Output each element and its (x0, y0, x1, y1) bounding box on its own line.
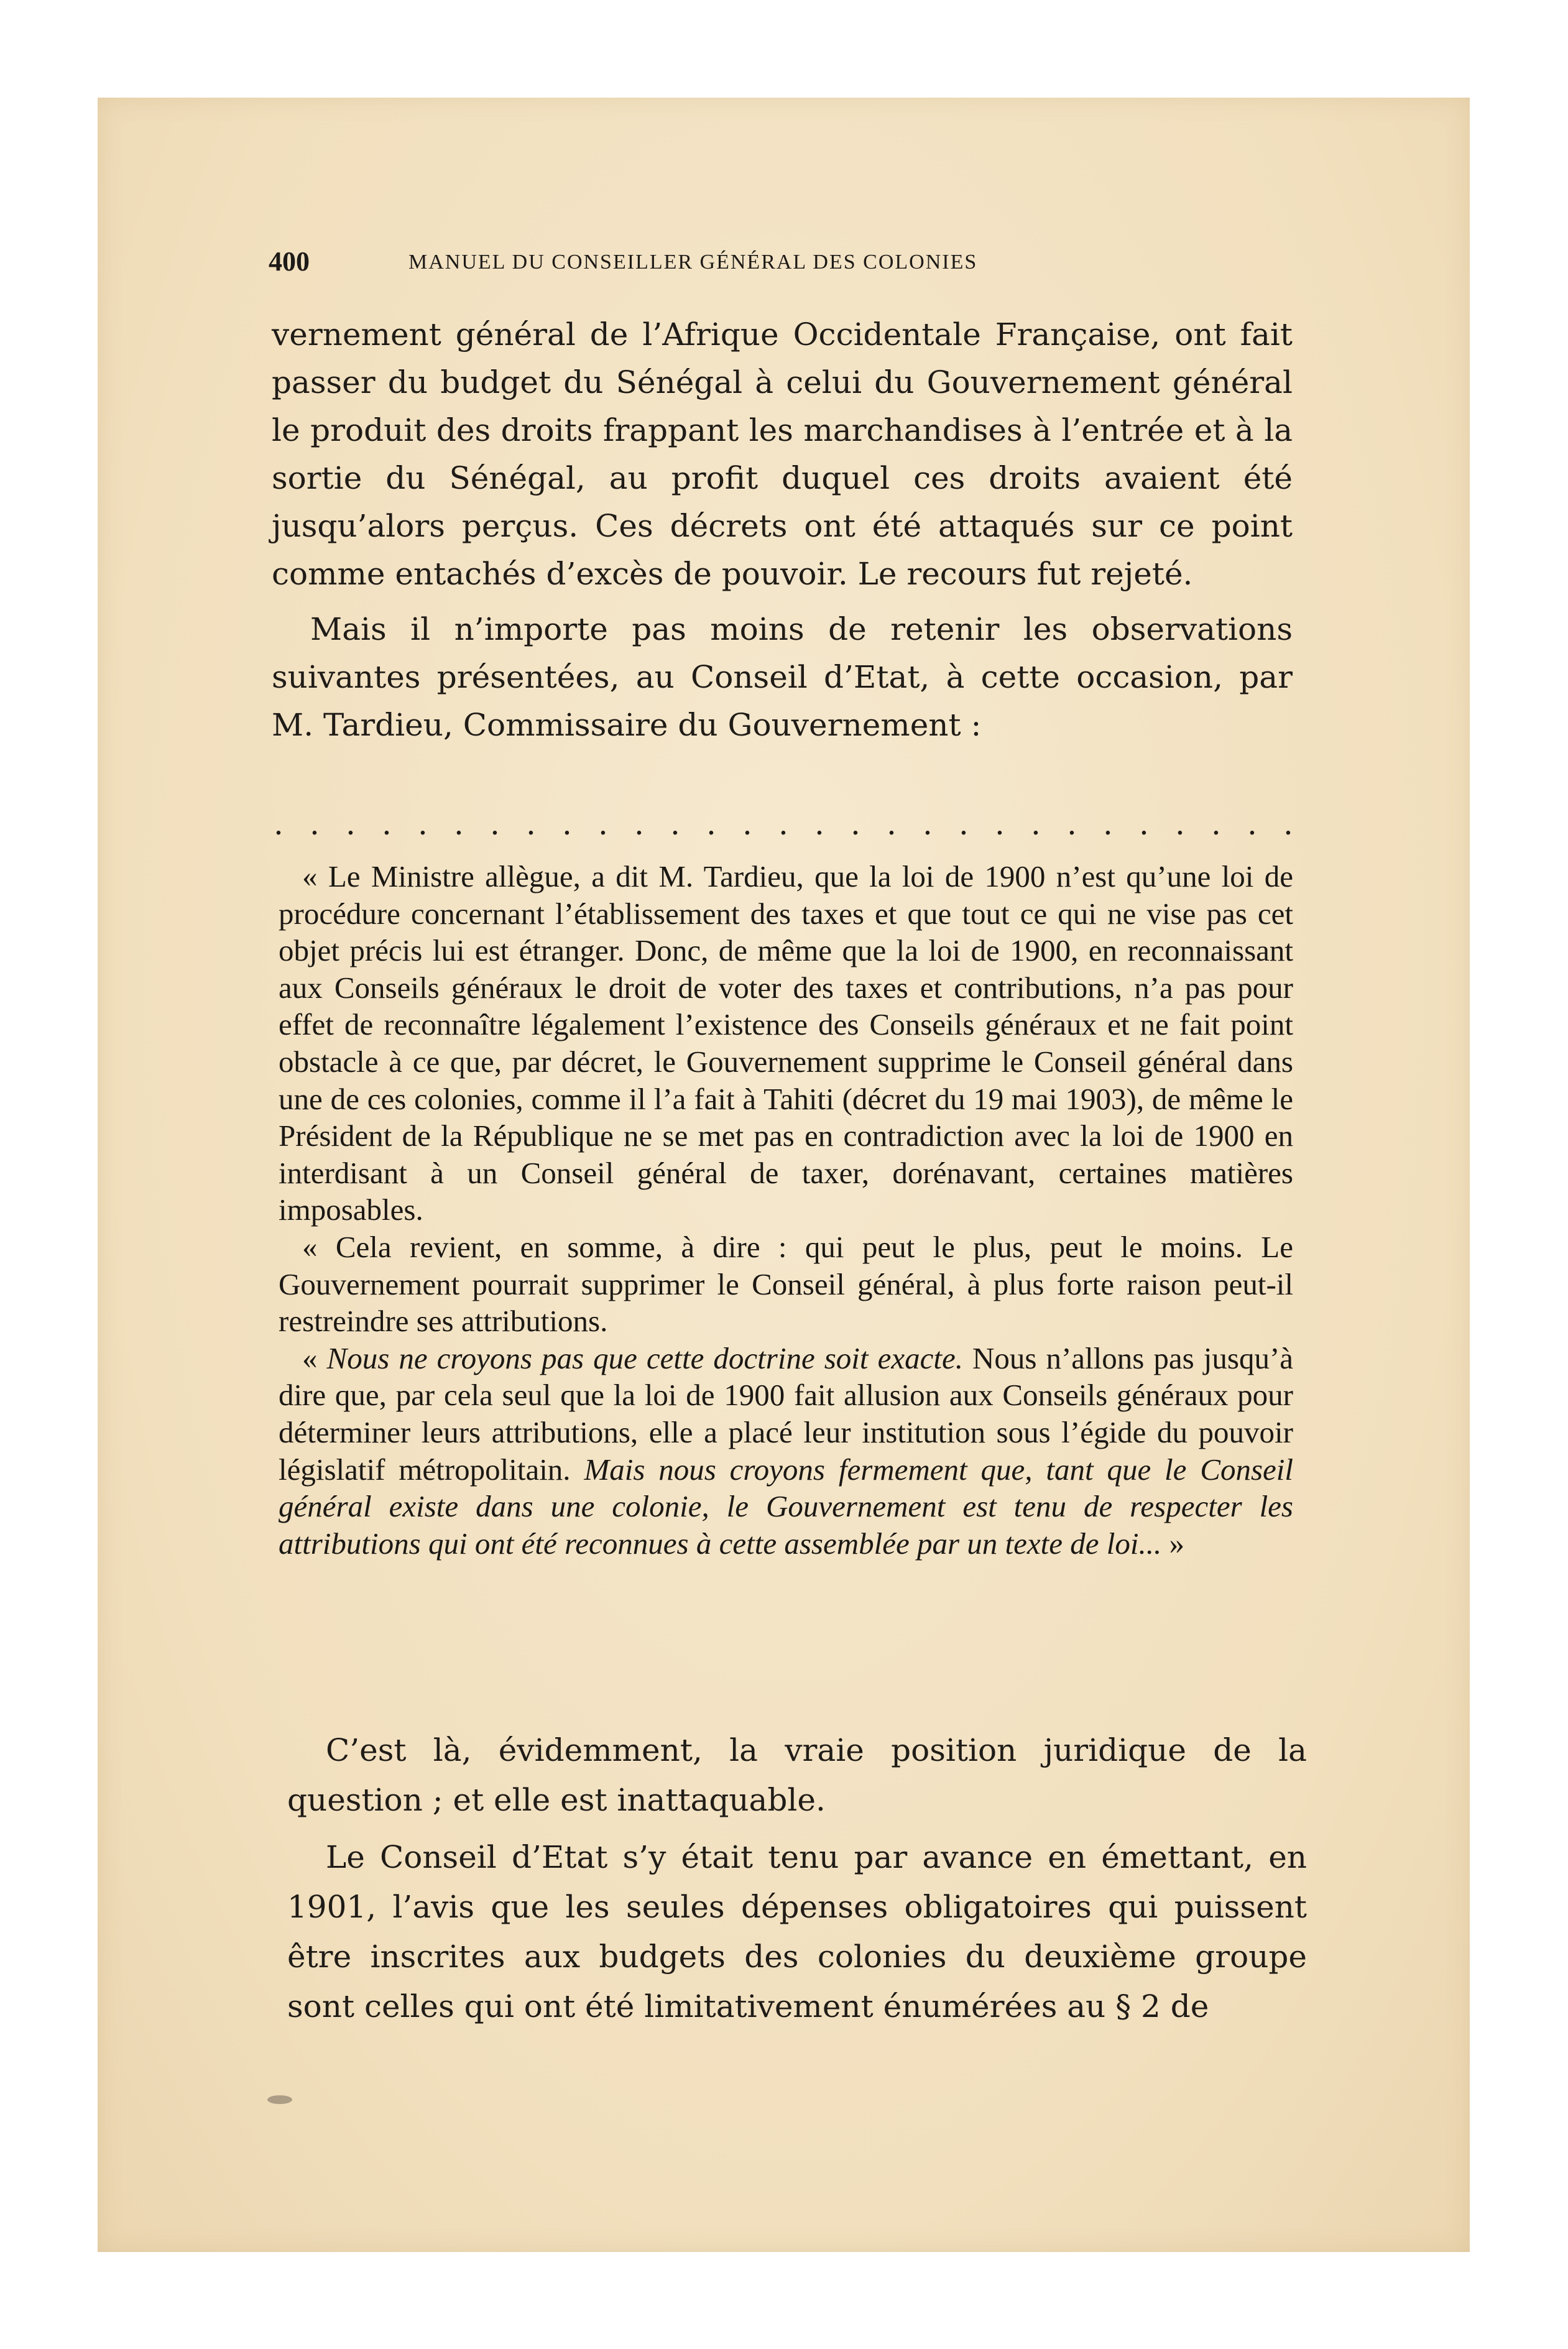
ellipsis-dot: . (1211, 806, 1221, 842)
ellipsis-dot: . (887, 806, 897, 842)
ellipsis-dot: . (274, 806, 284, 842)
ellipsis-dot: . (562, 806, 572, 842)
ellipsis-dot: . (382, 806, 392, 842)
quote-close-mark: » (1161, 1526, 1184, 1561)
ellipsis-dot: . (742, 806, 752, 842)
ellipsis-dot: . (995, 806, 1005, 842)
ellipsis-dot: . (851, 806, 860, 842)
ellipsis-dot: . (598, 806, 608, 842)
page-number: 400 (269, 246, 310, 277)
ellipsis-dot: . (778, 806, 788, 842)
ellipsis-dot: . (634, 806, 644, 842)
ellipsis-dot: . (310, 806, 320, 842)
ellipsis-dot: . (1103, 806, 1113, 842)
ellipsis-dot: . (1247, 806, 1257, 842)
ellipsis-dot: . (454, 806, 464, 842)
paragraph-intro-quote: Mais il n’importe pas moins de retenir les observations suivantes présentées, au Conseil d’Etat, à cette occasion, par M. Tardieu, Commissaire du Gouvernement : (272, 611, 1293, 743)
block-quote (279, 858, 1293, 1562)
paragraph-gap (287, 1825, 1307, 1832)
ellipsis-dot: . (1031, 806, 1041, 842)
page-header (269, 246, 1319, 283)
ellipsis-dot: . (1175, 806, 1185, 842)
quote-open-mark: « (302, 1341, 327, 1375)
ellipsis-dot: . (670, 806, 680, 842)
ellipsis-dot: . (959, 806, 969, 842)
ellipsis-dot: . (1067, 806, 1077, 842)
quote-italic-claim: Nous ne croyons pas que cette doctrine soit exacte. (326, 1341, 963, 1375)
main-text (272, 311, 1293, 749)
quote-paragraph-3 (279, 1340, 1293, 1562)
ellipsis-dot: . (526, 806, 536, 842)
ellipsis-dot: . (346, 806, 356, 842)
paragraph-conseil-etat: Le Conseil d’Etat s’y était tenu par avance en émettant, en 1901, l’avis que les seules dépenses obligatoires qui puissent être inscrites aux budgets des colonies du deuxième groupe sont celles qui ont été limitativement énumérées au § 2 de (287, 1839, 1307, 2024)
quote-paragraph-1: « Le Ministre allègue, a dit M. Tardieu, que la loi de 1900 n’est qu’une loi de procédure concernant l’établissement des taxes et que tout ce qui ne vise pas cet objet précis lui est étranger. Donc, de même que la loi de 1900, en reconnaissant aux Conseils généraux le droit de voter des taxes et contributions, n’a pas pour effet de reconnaître légalement l’existence des Conseils généraux et ne fait point obstacle à ce que, par décret, le Gouvernement supprime le Conseil général dans une de ces colonies, comme il l’a fait à Tahiti (décret du 19 mai 1903), de même le Président de la République ne se met pas en contradiction avec la loi de 1900 en interdisant à un Conseil général de taxer, dorénavant, certaines matières imposables. (279, 859, 1293, 1227)
quote-italic-conclusion: Mais nous croyons fermement que, tant que le Conseil général existe dans une colonie, le Gouvernement est tenu de respecter les attributions qui ont été reconnues à cette assemblée par un texte de loi... (279, 1452, 1293, 1561)
running-title: MANUEL DU CONSEILLER GÉNÉRAL DES COLONIES (408, 251, 978, 274)
paragraph-gap (272, 598, 1293, 606)
main-text-continued (287, 1725, 1307, 2031)
ellipsis-dot: . (706, 806, 716, 842)
paragraph-legal-position: C’est là, évidemment, la vraie position juridique de la question ; et elle est inattaquable. (287, 1732, 1307, 1818)
quote-roman-text: Nous n’allons pas jusqu’à dire que, par cela seul que la loi de 1900 fait allusion aux Conseils généraux pour déterminer leurs attributions, elle a placé leur institution sous l’égide du pouvoir législatif métropolitain. (279, 1341, 1294, 1487)
paragraph-continuation: vernement général de l’Afrique Occidentale Française, ont fait passer du budget du Sénégal à celui du Gouvernement général le produit des droits frappant les marchandises à l’entrée et à la sortie du Sénégal, au profit duquel ces droits avaient été jusqu’alors perçus. Ces décrets ont été attaqués sur ce point comme entachés d’excès de pouvoir. Le recours fut rejeté. (272, 316, 1293, 592)
ellipsis-dot: . (1139, 806, 1149, 842)
ellipsis-dot: . (490, 806, 500, 842)
ellipsis-dot: . (418, 806, 428, 842)
ink-speck (267, 2095, 292, 2104)
quote-paragraph-2: « Cela revient, en somme, à dire : qui peut le plus, peut le moins. Le Gouvernement pourrait supprimer le Conseil général, à plus forte raison peut-il restreindre ses attributions. (279, 1229, 1293, 1339)
ellipsis-dot: . (814, 806, 824, 842)
ellipsis-row (274, 806, 1293, 842)
ellipsis-dot: . (923, 806, 933, 842)
ellipsis-dot: . (1283, 806, 1293, 842)
